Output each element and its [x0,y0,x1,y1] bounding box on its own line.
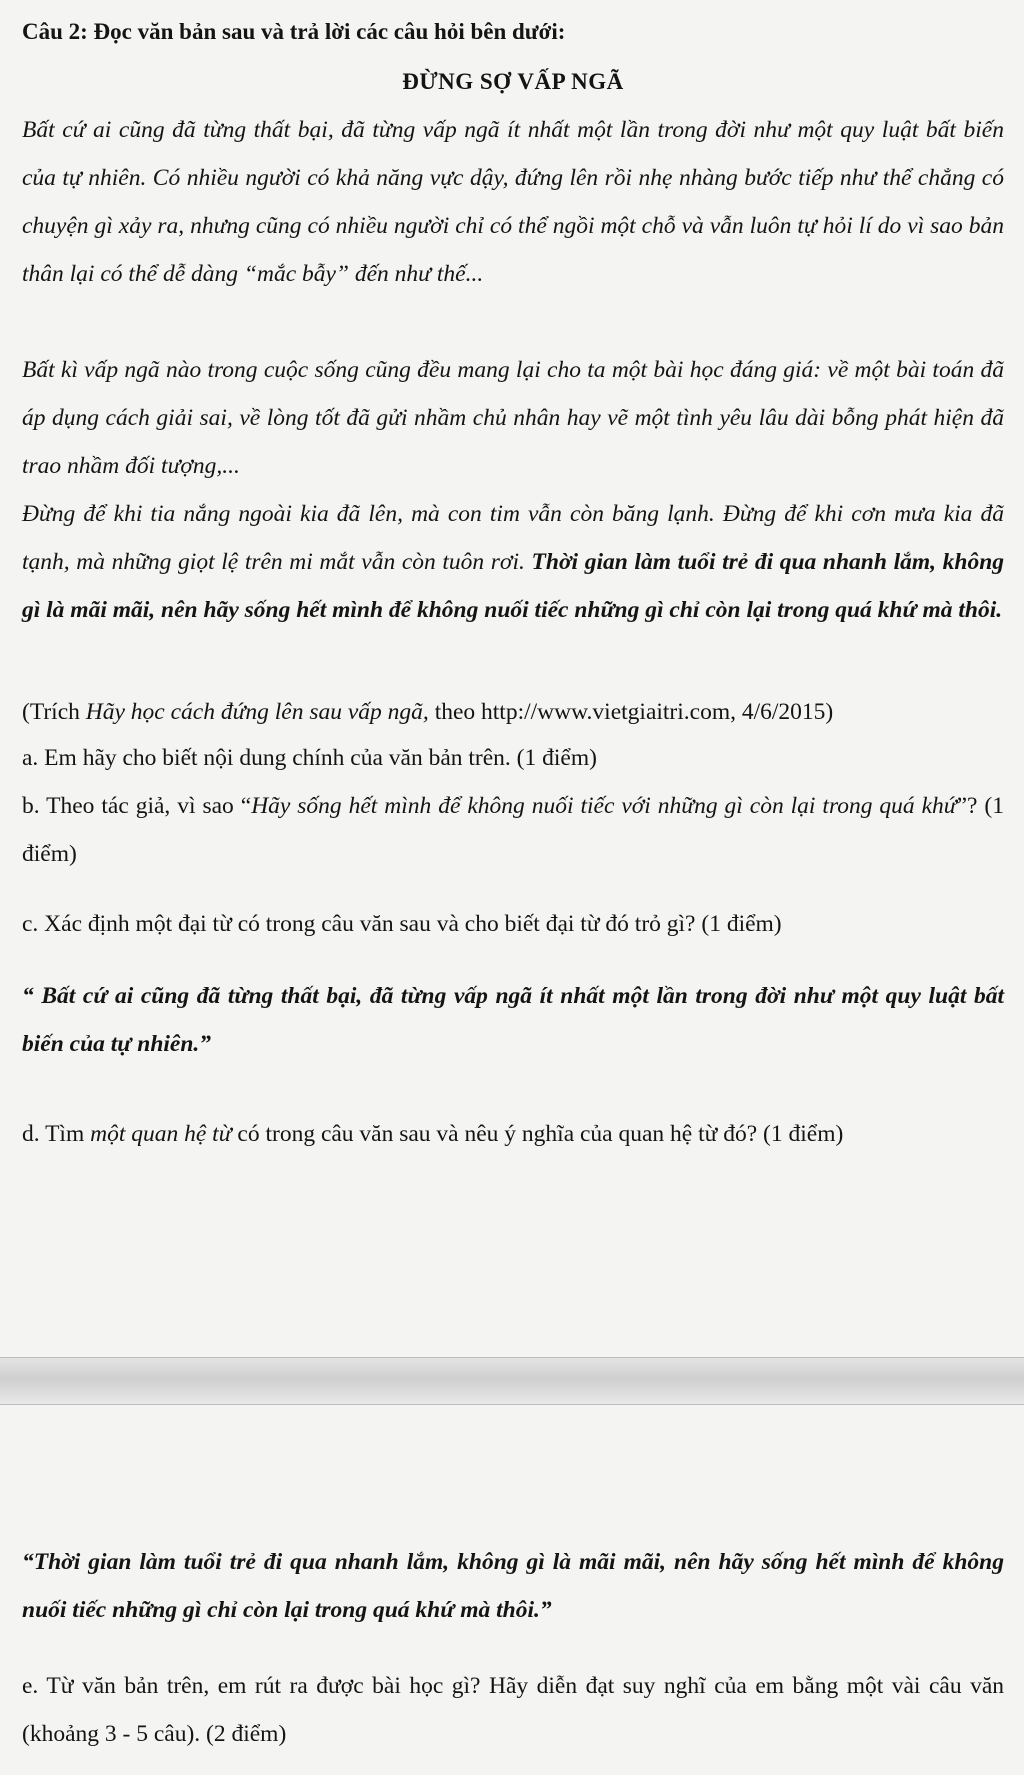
source-prefix: (Trích [22,699,86,725]
question-d-prefix: d. Tìm [22,1121,91,1147]
question-b-suffix: ”? (1 điểm) [22,793,1005,867]
paragraph-3-emphasis: Thời gian làm tuổi trẻ đi qua nhanh lắm, không gì là mãi mãi, nên hãy sống hết mình để không nuối tiếc những gì chỉ còn lại trong quá khứ mà thôi. [22,549,1005,623]
question-b-quote: Hãy sống hết mình để không nuối tiếc với những gì còn lại trong quá khứ [251,793,957,819]
source-citation [22,688,1004,736]
reading-paragraph-3 [22,490,1004,634]
question-d-quote: “Thời gian làm tuổi trẻ đi qua nhanh lắm, không gì là mãi mãi, nên hãy sống hết mình để không nuối tiếc những gì chỉ còn lại trong quá khứ mà thôi.” [22,1549,1004,1623]
question-d-term: một quan hệ từ [90,1121,232,1147]
reading-paragraph-1: Bất cứ ai cũng đã từng thất bại, đã từng vấp ngã ít nhất một lần trong đời như một quy luật bất biến của tự nhiên. Có nhiều người có khả năng vực dậy, đứng lên rồi nhẹ nhàng bước tiếp như thể chẳng có chuyện gì xảy ra, nhưng cũng có nhiều người chỉ có thể ngồi một chỗ và vẫn luôn tự hỏi lí do vì sao bản thân lại có thể dễ dàng “mắc bẫy” đến như thế... [22,117,1004,287]
question-b-prefix: b. Theo tác giả, vì sao “ [22,793,252,819]
question-b [22,782,1004,878]
question-c: c. Xác định một đại từ có trong câu văn sau và cho biết đại từ đó trỏ gì? (1 điểm) [22,911,782,937]
question-c-quote: “ Bất cứ ai cũng đã từng thất bại, đã từng vấp ngã ít nhất một lần trong đời như một quy luật bất biến của tự nhiên.” [22,983,1004,1057]
reading-title: ĐỪNG SỢ VẤP NGÃ [402,69,624,94]
reading-paragraph-2: Bất kì vấp ngã nào trong cuộc sống cũng đều mang lại cho ta một bài học đáng giá: về một bài toán đã áp dụng cách giải sai, về lòng tốt đã gửi nhầm chủ nhân hay vẽ một tình yêu lâu dài bỗng phát hiện đã trao nhầm đối tượng,... [22,357,1004,479]
question-a: a. Em hãy cho biết nội dung chính của văn bản trên. (1 điểm) [22,745,597,771]
page-separator [0,1357,1024,1405]
question-title: Câu 2: Đọc văn bản sau và trả lời các câu hỏi bên dưới: [22,19,566,44]
question-e: e. Từ văn bản trên, em rút ra được bài học gì? Hãy diễn đạt suy nghĩ của em bằng một vài câu văn (khoảng 3 - 5 câu). (2 điểm) [22,1673,1004,1747]
paragraph-3-text: Đừng để khi tia nắng ngoài kia đã lên, mà con tim vẫn còn băng lạnh. Đừng để khi cơn mưa kia đã tạnh, mà những giọt lệ trên mi mắt vẫn còn tuôn rơi. [22,501,1004,575]
question-d [22,1110,1004,1158]
source-title: Hãy học cách đứng lên sau vấp ngã, [85,699,429,725]
question-d-suffix: có trong câu văn sau và nêu ý nghĩa của quan hệ từ đó? (1 điểm) [231,1121,844,1147]
source-suffix: theo http://www.vietgiaitri.com, 4/6/2015) [428,699,834,725]
